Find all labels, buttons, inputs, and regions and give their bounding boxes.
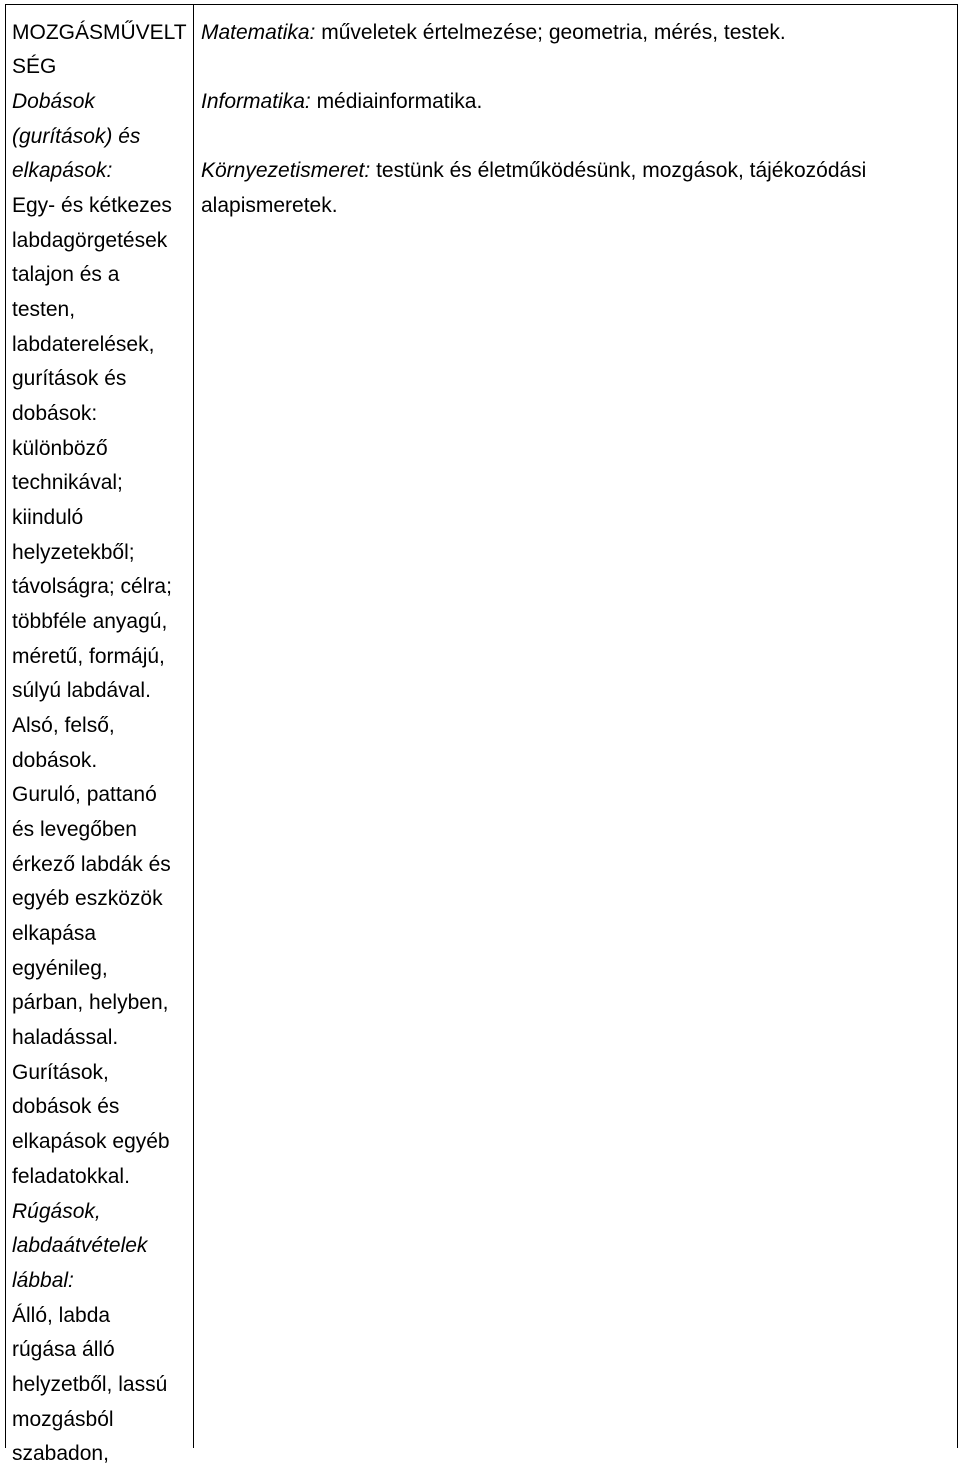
- activity-description-line: elkapások egyéb: [12, 1130, 170, 1154]
- connection-environment: [201, 154, 950, 223]
- activity-heading-line: (gurítások) és: [12, 124, 141, 148]
- activity-heading-line: lábbal:: [12, 1268, 74, 1292]
- activity-description-line: talajon és a: [12, 263, 120, 287]
- activity-section: [12, 1195, 193, 1468]
- activity-heading: [12, 1195, 193, 1299]
- activity-description: [12, 1299, 193, 1468]
- activity-description-line: méretű, formájú,: [12, 644, 165, 668]
- activity-description-line: helyzetekből;: [12, 540, 135, 564]
- connection-subject: Környezetismeret:: [201, 159, 371, 183]
- activity-description-line: egyéb eszközök: [12, 887, 163, 911]
- activity-description-line: és levegőben: [12, 818, 137, 842]
- activity-description: [12, 189, 193, 1194]
- connection-subject: Informatika:: [201, 90, 311, 114]
- activity-description-line: egyénileg,: [12, 956, 108, 980]
- activity-description-line: Alsó, felső,: [12, 714, 115, 738]
- area-title-line: MOZGÁSMŰVELT: [12, 20, 187, 44]
- activity-description-line: szabadon,: [12, 1442, 109, 1466]
- activity-description-line: labdagörgetések: [12, 228, 168, 252]
- connection-text: médiainformatika.: [316, 90, 483, 114]
- activity-description-line: rúgása álló: [12, 1338, 115, 1362]
- activity-description-line: dobások:: [12, 402, 98, 426]
- activity-description-line: Gurítások,: [12, 1060, 109, 1084]
- activity-description-line: párban, helyben,: [12, 991, 169, 1015]
- activity-description-line: labdaterelések,: [12, 332, 155, 356]
- activity-description-line: mozgásból: [12, 1407, 114, 1431]
- activity-description-line: haladással.: [12, 1026, 119, 1050]
- activity-description-line: technikával;: [12, 471, 123, 495]
- activity-description-line: dobások és: [12, 1095, 120, 1119]
- area-title-line: SÉG: [12, 55, 57, 79]
- activity-heading: [12, 85, 193, 189]
- activity-heading-line: elkapások:: [12, 159, 113, 183]
- connection-subject: Matematika:: [201, 20, 316, 44]
- activity-description-line: elkapása: [12, 922, 97, 946]
- activity-description-line: gurítások és: [12, 367, 127, 391]
- activity-description-line: Guruló, pattanó: [12, 783, 157, 807]
- subject-connections-cell: [194, 5, 957, 258]
- activity-description-line: Egy- és kétkezes: [12, 194, 172, 218]
- skill-area-cell: [6, 5, 193, 1467]
- activity-heading-line: Rúgások,: [12, 1199, 101, 1223]
- activity-heading-line: Dobások: [12, 90, 95, 113]
- activity-section: [12, 85, 193, 1195]
- activity-description-line: helyzetből, lassú: [12, 1372, 168, 1396]
- activity-description-line: érkező labdák és: [12, 852, 171, 876]
- area-title: [12, 16, 193, 85]
- connection-text: műveletek értelmezése; geometria, mérés, testek.: [321, 20, 786, 44]
- activity-heading-line: labdaátvételek: [12, 1234, 148, 1258]
- activity-description-line: kiinduló: [12, 506, 84, 530]
- activity-description-line: dobások.: [12, 748, 98, 772]
- connection-math: [201, 16, 950, 51]
- activity-description-line: testen,: [12, 298, 76, 322]
- activity-description-line: feladatokkal.: [12, 1164, 130, 1188]
- activity-description-line: Álló, labda: [12, 1303, 111, 1327]
- connection-text: testünk és életműködésünk, mozgások, tájékozódási alapismeretek.: [201, 159, 867, 218]
- activity-description-line: különböző: [12, 436, 108, 460]
- activity-description-line: távolságra; célra;: [12, 575, 172, 599]
- connection-informatics: [201, 85, 950, 120]
- activity-description-line: többféle anyagú,: [12, 610, 168, 634]
- activity-description-line: súlyú labdával.: [12, 679, 151, 703]
